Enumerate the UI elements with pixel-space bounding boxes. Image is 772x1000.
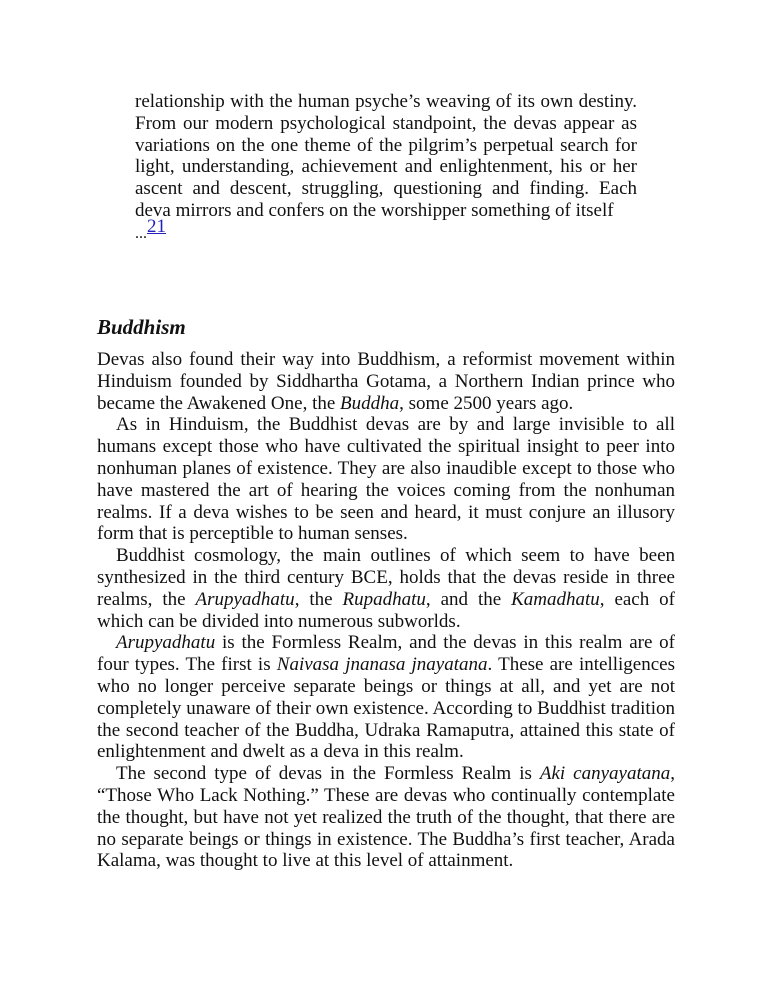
paragraph-3-text-g: , each of which can be divided into numerous subworlds. [97, 588, 675, 632]
paragraph-3-text-a: Buddhist cosmology, the main outlines of which seem to have been synthesized in the third century BCE, holds that the devas reside in three realms, the [97, 545, 675, 610]
paragraph-3-term-kamadhatu: Kamadhatu [511, 588, 600, 610]
paragraph-4-text-b: is the Formless Realm, and the devas in this realm are of four types. The first is [97, 632, 675, 676]
quote-ellipsis: ... [135, 224, 147, 242]
paragraph-3-text-c: , the [294, 588, 343, 610]
body-text [97, 349, 675, 872]
block-quote [135, 91, 637, 245]
paragraph-4-term-naivasa: Naivasa jnanasa jnayatana [276, 654, 488, 676]
paragraph-3 [97, 545, 675, 632]
paragraph-3-term-rupadhatu: Rupadhatu [342, 588, 426, 610]
paragraph-1-text-a: Devas also found their way into Buddhism, a reformist movement within Hinduism founded by Siddhartha Gotama, a Northern Indian prince who became the Awakened One, the [97, 349, 675, 414]
paragraph-4-term-arupyadhatu: Arupyadhatu [116, 632, 216, 654]
paragraph-2: As in Hinduism, the Buddhist devas are by and large invisible to all humans except those who have cultivated the spiritual insight to peer into nonhuman planes of existence. They are also inaudible except to those who have mastered the art of hearing the voices coming from the nonhuman realms. If a deva wishes to be seen and heard, it must conjure an illusory form that is perceptible to human senses. [97, 414, 675, 545]
paragraph-5-text-c: , “Those Who Lack Nothing.” These are devas who continually contemplate the thought, but have not yet realized the truth of the thought, that there are no separate beings or things in existence. The Buddha’s first teacher, Arada Kalama, was thought to live at this level of attainment. [97, 763, 675, 872]
footnote-link[interactable]: 21 [147, 215, 166, 237]
paragraph-3-text-e: , and the [425, 588, 512, 610]
paragraph-5 [97, 763, 675, 872]
section-heading: Buddhism [97, 315, 186, 339]
paragraph-3-term-arupyadhatu: Arupyadhatu [195, 588, 295, 610]
quote-text: relationship with the human psyche’s weaving of its own destiny. From our modern psychological standpoint, the devas appear as variations on the one theme of the pilgrim’s perpetual search for light, understanding, achievement and enlightenment, his or her ascent and descent, struggling, questioning and finding. Each deva mirrors and confers on the worshipper something of itself [135, 91, 637, 221]
paragraph-1-term-buddha: Buddha [340, 392, 400, 414]
paragraph-5-term-aki: Aki canyayatana [539, 763, 671, 785]
paragraph-1-text-c: , some 2500 years ago. [399, 392, 574, 414]
paragraph-4 [97, 632, 675, 763]
quote-end [135, 215, 637, 245]
paragraph-4-text-d: . These are intelligences who no longer perceive separate beings or things at all, and yet are not completely unaware of their own existence. According to Buddhist tradition the second teacher of the Buddha, Udraka Ramaputra, attained this state of enlightenment and dwelt as a deva in this realm. [97, 654, 675, 763]
paragraph-1 [97, 349, 675, 414]
paragraph-5-text-a: The second type of devas in the Formless Realm is [116, 763, 540, 785]
